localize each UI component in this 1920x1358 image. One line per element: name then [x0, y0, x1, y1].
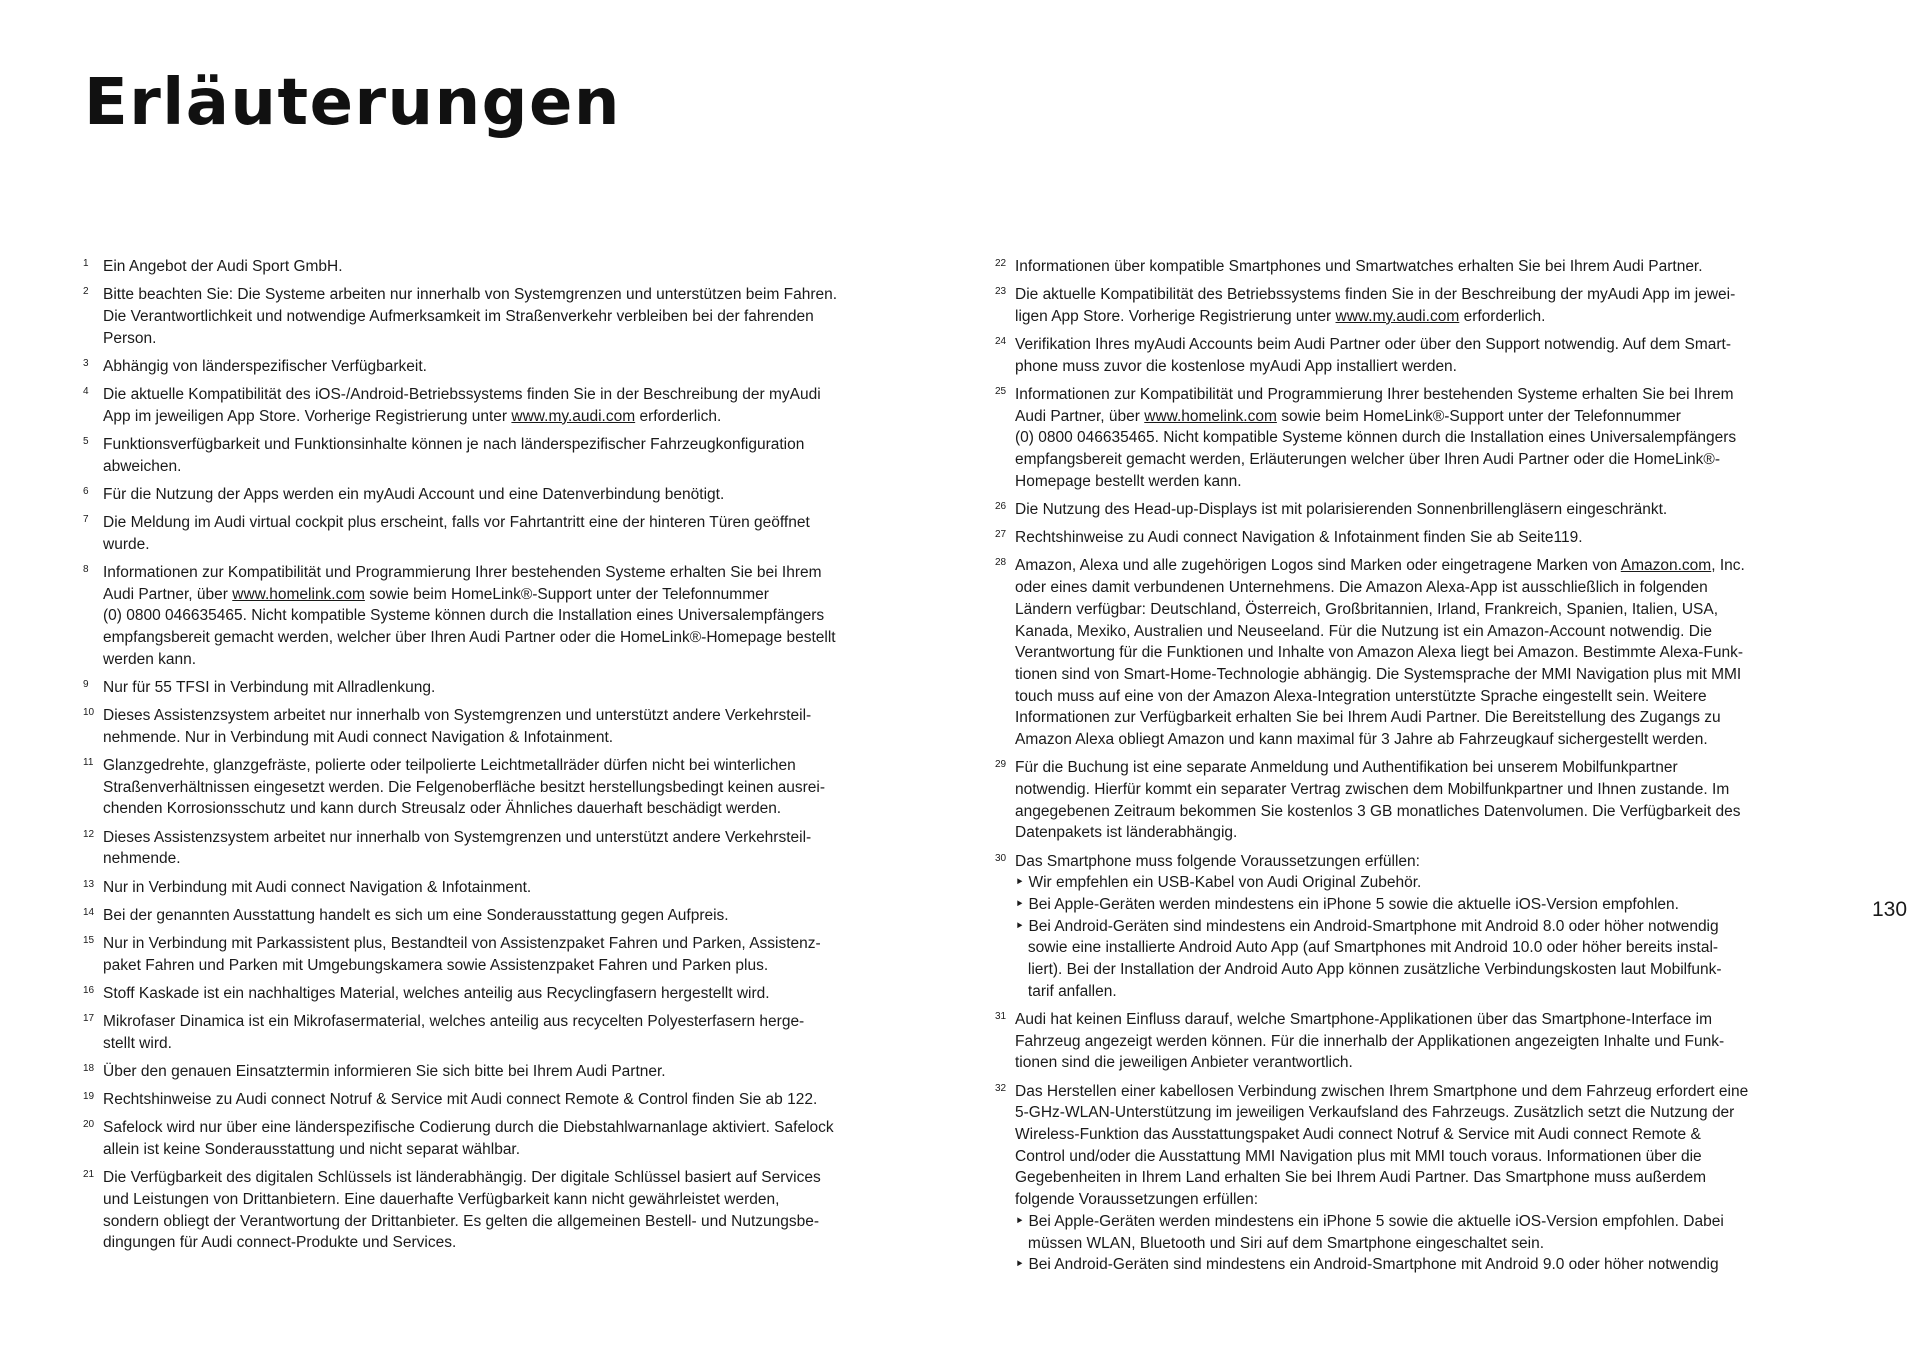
footnote-number: 31	[995, 1011, 1007, 1022]
footnote-number: 8	[83, 563, 89, 575]
footnote-line: Das Herstellen einer kabellosen Verbindung zwischen Ihrem Smartphone und dem Fahrzeug erfordert eine	[1015, 1082, 1749, 1100]
footnote-16	[80, 983, 940, 1005]
link[interactable]: www.homelink.com	[1144, 407, 1277, 425]
footnote-line: Kanada, Mexiko, Australien und Neuseeland. Für die Nutzung ist ein Amazon-Account notwendig. Die	[1015, 622, 1713, 640]
footnote-number: 19	[83, 1091, 95, 1103]
footnote-32	[992, 1081, 1852, 1276]
footnote-line: Für die Buchung ist eine separate Anmeldung und Authentifikation bei unserem Mobilfunkpartner	[1015, 759, 1678, 777]
footnote-number: 30	[995, 852, 1007, 864]
footnote-line: Verantwortung für die Funktionen und Inhalte von Amazon Alexa liegt bei Amazon. Bestimmte Alexa-Funk-	[1015, 644, 1744, 662]
footnote-line: Nur in Verbindung mit Audi connect Navigation & Infotainment.	[103, 878, 532, 896]
footnote-line: phone muss zuvor die kostenlose myAudi App installiert werden.	[1015, 357, 1457, 375]
footnote-line: ‣ Bei Android-Geräten sind mindestens ein Android-Smartphone mit Android 8.0 oder höher notwendig	[1015, 917, 1719, 935]
footnote-text	[103, 933, 821, 976]
footnote-line: ‣ Bei Apple-Geräten werden mindestens ein iPhone 5 sowie die aktuelle iOS-Version empfohlen. Dabei	[1015, 1212, 1724, 1230]
footnote-number: 6	[83, 485, 89, 497]
footnote-number: 25	[995, 386, 1007, 398]
footnote-7	[80, 512, 940, 555]
footnote-line: Gegebenheiten in Ihrem Land erhalten Sie bei Ihrem Audi Partner. Das Smartphone muss außerdem	[1015, 1169, 1707, 1187]
footnote-number: 11	[83, 757, 94, 769]
link[interactable]: www.homelink.com	[232, 585, 365, 603]
footnote-line: Ein Angebot der Audi Sport GmbH.	[103, 258, 343, 275]
footnote-number: 26	[995, 501, 1007, 513]
footnote-text	[1015, 757, 1740, 844]
footnote-line: Dieses Assistenzsystem arbeitet nur innerhalb von Systemgrenzen und unterstützt andere Verkehrsteil-	[103, 828, 812, 846]
footnote-text	[1015, 555, 1745, 750]
footnote-line: angegebenen Zeitraum bekommen Sie kostenlos 3 GB monatliches Datenvolumen. Die Verfügbarkeit des	[1015, 802, 1741, 820]
footnote-line: wurde.	[103, 535, 150, 553]
footnote-text	[103, 484, 724, 506]
footnote-number: 9	[83, 678, 89, 690]
footnote-number: 15	[83, 934, 95, 946]
footnote-line: Rechtshinweise zu Audi connect Navigation & Infotainment finden Sie ab Seite119.	[1015, 529, 1583, 547]
footnote-number: 23	[995, 286, 1007, 298]
footnote-line: Rechtshinweise zu Audi connect Notruf & Service mit Audi connect Remote & Control finden Sie ab 122.	[103, 1091, 818, 1109]
footnote-line: (0) 0800 046635465. Nicht kompatible Systeme können durch die Installation eines Universalempfängers	[1015, 429, 1737, 447]
footnote-line: Informationen über kompatible Smartphones und Smartwatches erhalten Sie bei Ihrem Audi Partner.	[1015, 258, 1703, 275]
footnote-line: folgende Voraussetzungen erfüllen:	[1015, 1191, 1259, 1209]
footnote-line: Homepage bestellt werden kann.	[1015, 472, 1242, 490]
footnote-text	[1015, 499, 1667, 521]
footnote-19	[80, 1089, 940, 1111]
footnote-21	[80, 1167, 940, 1254]
footnote-number: 28	[995, 557, 1007, 569]
footnote-line: 5-GHz-WLAN-Unterstützung im jeweiligen Verkaufsland des Fahrzeugs. Zusätzlich setzt die Nutzung der	[1015, 1104, 1735, 1122]
footnote-line: Mikrofaser Dinamica ist ein Mikrofasermaterial, welches anteilig aus recycelten Polyesterfasern herge-	[103, 1013, 805, 1031]
footnote-line: Die aktuelle Kompatibilität des iOS-/Android-Betriebssystems finden Sie in der Beschreibung der myAudi	[103, 386, 821, 404]
footnote-line: Audi Partner, über www.homelink.com sowie beim HomeLink®-Support unter der Telefonnummer	[103, 585, 769, 603]
footnote-15	[80, 933, 940, 976]
footnote-line: Informationen zur Verfügbarkeit erhalten Sie bei Ihrem Audi Partner. Die Bereitstellung des Zugangs zu	[1015, 709, 1721, 727]
footnote-25	[992, 384, 1852, 493]
footnote-line: müssen WLAN, Bluetooth und Siri auf dem Smartphone eingeschaltet sein.	[1015, 1234, 1545, 1252]
footnote-text	[103, 755, 825, 820]
footnote-line: abweichen.	[103, 457, 182, 475]
footnote-line: Die Meldung im Audi virtual cockpit plus erscheint, falls vor Fahrtantritt eine der hinteren Türen geöffnet	[103, 514, 810, 532]
page-number: 130	[1872, 898, 1908, 921]
footnote-2	[80, 284, 940, 349]
footnote-number: 17	[83, 1013, 95, 1025]
footnote-text	[1015, 1009, 1724, 1074]
footnote-number: 27	[995, 529, 1007, 541]
footnote-line: Bei der genannten Ausstattung handelt es sich um eine Sonderausstattung gegen Aufpreis.	[103, 906, 729, 924]
footnote-text	[1015, 1081, 1748, 1276]
footnote-line: App im jeweiligen App Store. Vorherige Registrierung unter www.my.audi.com erforderlich.	[103, 407, 722, 425]
footnote-14	[80, 905, 940, 927]
footnote-line: Verifikation Ihres myAudi Accounts beim Audi Partner oder über den Support notwendig. Auf dem Smart-	[1015, 336, 1731, 354]
footnote-text	[103, 356, 427, 378]
footnote-text	[103, 256, 343, 278]
footnote-line: Person.	[103, 329, 157, 347]
footnote-line: tionen sind die jeweiligen Anbieter verantwortlich.	[1015, 1054, 1353, 1072]
footnote-line: Glanzgedrehte, glanzgefräste, polierte oder teilpolierte Leichtmetallräder dürfen nicht bei winterlichen	[103, 757, 796, 775]
footnote-line: liert). Bei der Installation der Android Auto App können zusätzliche Verbindungskosten laut Mobilfunk-	[1015, 961, 1722, 979]
footnote-number: 24	[995, 336, 1007, 348]
footnote-line: Amazon, Alexa und alle zugehörigen Logos sind Marken oder eingetragene Marken von Amazon.com, Inc.	[1015, 557, 1745, 575]
footnote-line: allein ist keine Sonderausstattung und nicht separat wählbar.	[103, 1141, 521, 1159]
footnote-number: 4	[83, 386, 89, 398]
footnote-number: 3	[83, 357, 89, 369]
footnote-line: Stoff Kaskade ist ein nachhaltiges Material, welches anteilig aus Recyclingfasern hergestellt wird.	[103, 984, 770, 1002]
footnote-line: sowie eine installierte Android Auto App (auf Smartphones mit Android 10.0 oder höher bereits instal-	[1015, 939, 1719, 957]
footnote-line: Straßenverhältnissen eingesetzt werden. Die Felgenoberfläche besitzt herstellungsbedingt keinen ausrei-	[103, 778, 826, 796]
footnote-text	[1015, 527, 1583, 549]
footnote-line: nehmende.	[103, 850, 181, 868]
footnote-line: Für die Nutzung der Apps werden ein myAudi Account und eine Datenverbindung benötigt.	[103, 485, 725, 503]
footnote-number: 29	[995, 759, 1007, 771]
footnote-line: Nur für 55 TFSI in Verbindung mit Allradlenkung.	[103, 678, 436, 696]
footnote-23	[992, 284, 1852, 327]
footnote-17	[80, 1011, 940, 1054]
footnote-text	[1015, 334, 1731, 377]
footnote-line: Informationen zur Kompatibilität und Programmierung Ihrer bestehenden Systeme erhalten Sie bei Ihrem	[103, 563, 822, 581]
footnote-13	[80, 877, 940, 899]
footnote-text	[1015, 256, 1703, 278]
footnote-27	[992, 527, 1852, 549]
footnote-line: Wireless-Funktion das Ausstattungspaket Audi connect Notruf & Service mit Audi connect Remote &	[1015, 1126, 1701, 1144]
footnote-number: 12	[83, 828, 95, 840]
footnote-line: empfangsbereit gemacht werden, Erläuterungen welcher über Ihren Audi Partner oder die HomeLink®-	[1015, 451, 1721, 469]
footnote-text	[103, 705, 811, 748]
footnote-line: tarif anfallen.	[1015, 982, 1117, 1000]
footnote-26	[992, 499, 1852, 521]
link[interactable]: www.my.audi.com	[511, 407, 636, 425]
footnote-text	[103, 1089, 817, 1111]
footnote-line: Ländern verfügbar: Deutschland, Österreich, Großbritannien, Irland, Frankreich, Spanien, Italien, USA,	[1015, 600, 1719, 618]
footnote-line: ligen App Store. Vorherige Registrierung unter www.my.audi.com erforderlich.	[1015, 307, 1546, 325]
footnote-number: 18	[83, 1063, 95, 1074]
footnote-text	[103, 1117, 834, 1160]
footnote-number: 22	[995, 258, 1007, 269]
footnote-line: oder eines damit verbundenen Unternehmens. Die Amazon Alexa-App ist ausschließlich in folgenden	[1015, 579, 1708, 597]
footnote-line: Die Nutzung des Head-up-Displays ist mit polarisierenden Sonnenbrillengläsern eingeschränkt.	[1015, 501, 1668, 519]
footnote-12	[80, 827, 940, 870]
footnote-29	[992, 757, 1852, 844]
footnote-9	[80, 677, 940, 699]
footnote-line: Fahrzeug angezeigt werden können. Für die innerhalb der Applikationen angezeigten Inhalte und Funk-	[1015, 1032, 1725, 1050]
footnote-11	[80, 755, 940, 820]
footnote-line: Über den genauen Einsatztermin informieren Sie sich bitte bei Ihrem Audi Partner.	[103, 1063, 666, 1080]
footnote-5	[80, 434, 940, 477]
footnote-line: Informationen zur Kompatibilität und Programmierung Ihrer bestehenden Systeme erhalten Sie bei Ihrem	[1015, 386, 1734, 404]
link[interactable]: Amazon.com	[1620, 557, 1712, 575]
footnote-line: paket Fahren und Parken mit Umgebungskamera sowie Assistenzpaket Fahren und Parken plus.	[103, 956, 769, 974]
footnote-text	[103, 1167, 821, 1254]
footnote-number: 21	[83, 1169, 95, 1181]
footnote-text	[103, 562, 836, 671]
footnote-line: ‣ Wir empfehlen ein USB-Kabel von Audi Original Zubehör.	[1015, 874, 1422, 892]
footnote-8	[80, 562, 940, 671]
footnote-text	[103, 284, 837, 349]
footnote-line: dingungen für Audi connect-Produkte und Services.	[103, 1234, 457, 1252]
footnote-28	[992, 555, 1852, 750]
footnote-24	[992, 334, 1852, 377]
footnotes-right-column	[992, 256, 1852, 1282]
footnote-text	[103, 434, 804, 477]
footnote-6	[80, 484, 940, 506]
footnote-number: 10	[83, 707, 95, 719]
footnote-number: 2	[83, 286, 89, 298]
footnote-text	[103, 1061, 666, 1083]
footnote-line: Audi Partner, über www.homelink.com sowie beim HomeLink®-Support unter der Telefonnummer	[1015, 407, 1681, 425]
page-title: Erläuterungen	[84, 66, 621, 140]
footnote-line: und Leistungen von Drittanbietern. Eine dauerhafte Verfügbarkeit kann nicht gewährleistet werden,	[103, 1191, 780, 1209]
footnote-31	[992, 1009, 1852, 1074]
footnote-text	[103, 827, 811, 870]
footnote-number: 20	[83, 1119, 95, 1131]
link[interactable]: www.my.audi.com	[1335, 307, 1460, 325]
footnote-18	[80, 1061, 940, 1083]
footnote-text	[103, 384, 821, 427]
footnote-line: sondern obliegt der Verantwortung der Drittanbieter. Es gelten die allgemeinen Bestell- und Nutzungsbe-	[103, 1212, 820, 1230]
footnote-line: empfangsbereit gemacht werden, welcher über Ihren Audi Partner oder die HomeLink®-Homepage bestellt	[103, 629, 836, 647]
footnote-line: Die aktuelle Kompatibilität des Betriebssystems finden Sie in der Beschreibung der myAudi App im jewei-	[1015, 286, 1736, 304]
footnote-number: 5	[83, 435, 89, 447]
footnote-text	[103, 677, 435, 699]
footnote-line: Nur in Verbindung mit Parkassistent plus, Bestandteil von Assistenzpaket Fahren und Parken, Assistenz-	[103, 934, 821, 952]
footnote-line: werden kann.	[103, 650, 197, 668]
footnote-line: stellt wird.	[103, 1034, 172, 1052]
footnote-number: 7	[83, 514, 89, 526]
footnote-10	[80, 705, 940, 748]
footnote-text	[1015, 851, 1722, 1003]
footnote-line: Abhängig von länderspezifischer Verfügbarkeit.	[103, 357, 427, 375]
footnote-text	[1015, 284, 1735, 327]
footnote-text	[103, 877, 531, 899]
footnote-line: Audi hat keinen Einfluss darauf, welche Smartphone-Applikationen über das Smartphone-Interface im	[1015, 1011, 1713, 1028]
footnote-number: 16	[83, 984, 95, 996]
footnote-line: Safelock wird nur über eine länderspezifische Codierung durch die Diebstahlwarnanlage aktiviert. Safelock	[103, 1119, 834, 1137]
footnote-line: tionen sind von Smart-Home-Technologie abhängig. Die Systemsprache der MMI Navigation plus mit MMI	[1015, 665, 1742, 683]
footnote-text	[1015, 384, 1736, 493]
footnote-4	[80, 384, 940, 427]
footnote-3	[80, 356, 940, 378]
footnote-line: Bitte beachten Sie: Die Systeme arbeiten nur innerhalb von Systemgrenzen und unterstützen beim Fahren.	[103, 286, 838, 304]
footnote-text	[103, 1011, 804, 1054]
footnote-line: Control und/oder die Ausstattung MMI Navigation plus mit MMI touch voraus. Informationen über die	[1015, 1147, 1702, 1165]
footnote-line: Die Verantwortlichkeit und notwendige Aufmerksamkeit im Straßenverkehr verbleiben bei der fahrenden	[103, 307, 814, 325]
footnote-line: touch muss auf eine von der Amazon Alexa-Integration unterstützte Sprache eingestellt sein. Weitere	[1015, 687, 1707, 705]
footnote-22	[992, 256, 1852, 278]
footnotes-left-column	[80, 256, 940, 1261]
footnote-line: nehmende. Nur in Verbindung mit Audi connect Navigation & Infotainment.	[103, 728, 614, 746]
footnote-text	[103, 512, 810, 555]
footnote-20	[80, 1117, 940, 1160]
footnote-line: Das Smartphone muss folgende Voraussetzungen erfüllen:	[1015, 852, 1420, 870]
footnote-line: Amazon Alexa obliegt Amazon und kann maximal für 3 Jahre ab Fahrzeugkauf sichergestellt werden.	[1015, 731, 1708, 749]
footnote-number: 14	[83, 906, 95, 918]
footnote-line: Dieses Assistenzsystem arbeitet nur innerhalb von Systemgrenzen und unterstützt andere Verkehrsteil-	[103, 707, 812, 725]
footnote-number: 1	[83, 258, 89, 269]
footnote-text	[103, 905, 729, 927]
footnote-number: 13	[83, 878, 95, 890]
footnote-line: Datenpakets ist länderabhängig.	[1015, 824, 1238, 842]
footnote-line: chenden Korrosionsschutz und kann durch Streusalz oder Ähnliches dauerhaft beschädigt werden.	[103, 800, 782, 818]
footnote-line: notwendig. Hierfür kommt ein separater Vertrag zwischen dem Mobilfunkpartner und Ihnen zustande. Im	[1015, 780, 1730, 798]
footnote-30	[992, 851, 1852, 1003]
footnote-number: 32	[995, 1082, 1007, 1094]
footnote-line: Die Verfügbarkeit des digitalen Schlüssels ist länderabhängig. Der digitale Schlüssel basiert auf Services	[103, 1169, 821, 1187]
footnote-line: ‣ Bei Apple-Geräten werden mindestens ein iPhone 5 sowie die aktuelle iOS-Version empfohlen.	[1015, 895, 1679, 913]
footnote-line: ‣ Bei Android-Geräten sind mindestens ein Android-Smartphone mit Android 9.0 oder höher notwendig	[1015, 1256, 1719, 1274]
footnote-line: (0) 0800 046635465. Nicht kompatible Systeme können durch die Installation eines Universalempfängers	[103, 607, 825, 625]
footnote-1	[80, 256, 940, 278]
footnote-text	[103, 983, 770, 1005]
footnote-line: Funktionsverfügbarkeit und Funktionsinhalte können je nach länderspezifischer Fahrzeugkonfiguration	[103, 435, 805, 453]
